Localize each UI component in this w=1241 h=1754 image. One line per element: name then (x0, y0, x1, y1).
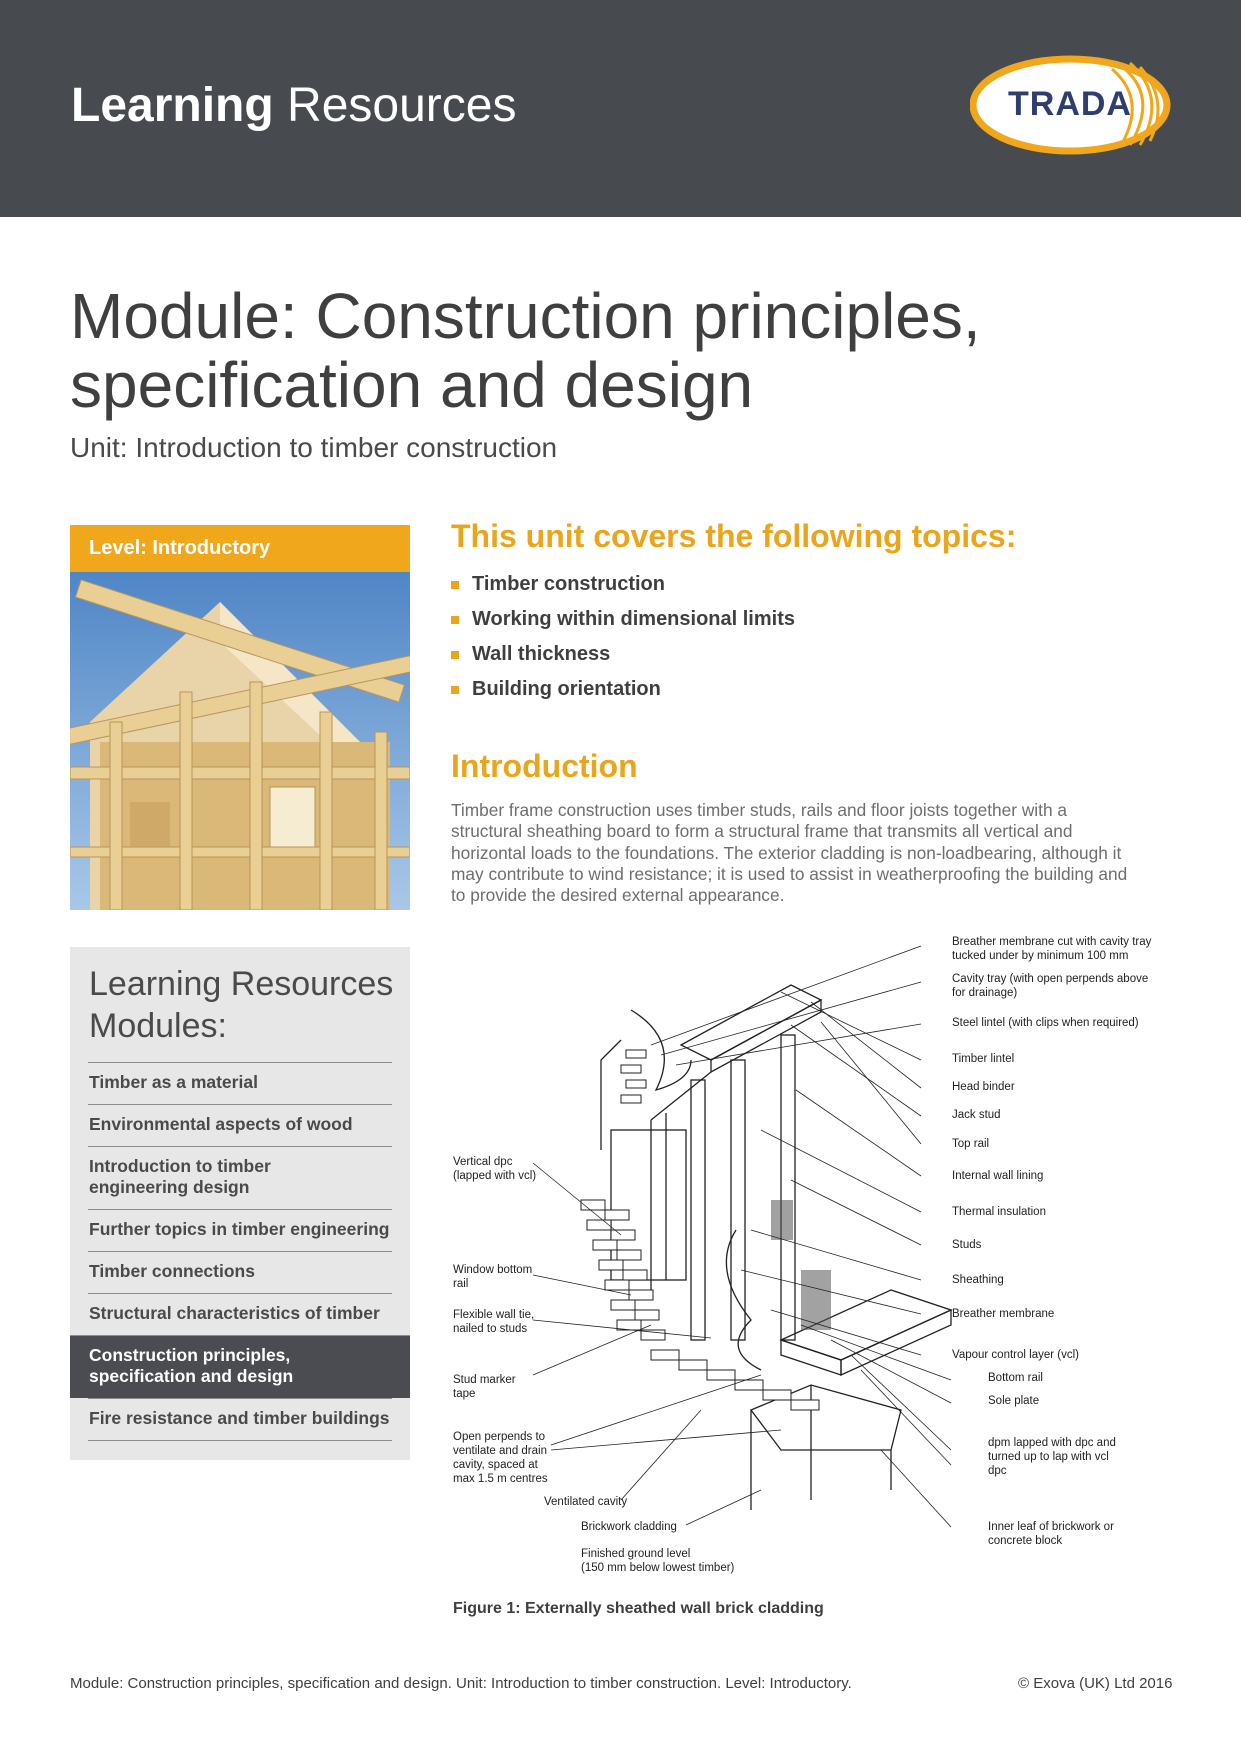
topic-label: Working within dimensional limits (472, 608, 795, 630)
label-internal-lining: Internal wall lining (952, 1170, 1044, 1182)
label-text: Open perpends to (453, 1431, 546, 1443)
module-label: Introduction to timber (89, 1156, 271, 1176)
label-vertical-dpc (453, 1155, 536, 1183)
label-text: nailed to studs (453, 1323, 528, 1335)
title-line-2: specification and design (70, 349, 754, 421)
label-dpm (988, 1436, 1116, 1478)
bullet-icon (451, 686, 459, 694)
brand-title (71, 78, 516, 133)
label-brickwork: Brickwork cladding (581, 1521, 677, 1533)
topic-label: Wall thickness (472, 643, 611, 665)
footer-citation: Module: Construction principles, specification and design. Unit: Introduction to timber construction. Level: Introductory. (70, 1675, 852, 1692)
label-sole-plate: Sole plate (988, 1395, 1040, 1407)
label-text: cavity, spaced at (453, 1459, 538, 1471)
label-ventilated-cavity: Ventilated cavity (544, 1496, 628, 1508)
unit-subtitle: Unit: Introduction to timber construction (70, 432, 558, 463)
level-badge (70, 525, 410, 572)
label-bottom-rail: Bottom rail (988, 1372, 1043, 1384)
modules-title-line-2: Modules: (89, 1007, 227, 1045)
brand-light: Resources (287, 79, 517, 132)
module-label: Construction principles, (89, 1345, 291, 1365)
footer-copyright: © Exova (UK) Ltd 2016 (1018, 1675, 1173, 1692)
label-window-rail (453, 1263, 532, 1291)
module-label: Further topics in timber engineering (89, 1219, 390, 1239)
label-text: dpc (988, 1465, 1007, 1477)
module-label-line-2: engineering design (89, 1177, 250, 1197)
modules-title (89, 963, 399, 1047)
label-text: (150 mm below lowest timber) (581, 1562, 735, 1574)
label-wall-tie (453, 1308, 534, 1336)
modules-panel (70, 947, 410, 1460)
module-label: Environmental aspects of wood (89, 1114, 353, 1134)
level-label: Level: Introductory (89, 537, 271, 559)
page-title (70, 282, 1070, 420)
label-studs: Studs (952, 1239, 982, 1251)
wall-section-figure (451, 930, 1171, 1580)
label-jack-stud: Jack stud (952, 1109, 1001, 1121)
intro-line: horizontal loads to the foundations. The exterior cladding is non-loadbearing, although it (451, 842, 1122, 863)
title-line-1: Module: Construction principles, (70, 280, 981, 352)
intro-line: Timber frame construction uses timber studs, rails and floor joists together with a (451, 800, 1067, 820)
modules-title-line-1: Learning Resources (89, 965, 394, 1003)
module-link-connections[interactable] (88, 1251, 392, 1293)
intro-line: may contribute to wind resistance; it is used to assist in weatherproofing the building and (451, 863, 1128, 884)
label-open-perpends (453, 1430, 548, 1486)
label-text: Stud marker (453, 1374, 516, 1386)
label-text: rail (453, 1278, 469, 1290)
module-label-line-2: specification and design (89, 1366, 294, 1386)
brand-bold: Learning (71, 79, 274, 132)
module-link-environmental[interactable] (88, 1104, 392, 1146)
topic-item (451, 573, 795, 608)
topic-label: Timber construction (472, 573, 665, 595)
label-timber-lintel: Timber lintel (952, 1053, 1015, 1065)
modules-list (70, 1062, 410, 1441)
introduction-heading: Introduction (451, 748, 638, 784)
label-text: Cavity tray (with open perpends above (952, 973, 1149, 985)
module-link-timber-material[interactable] (88, 1062, 392, 1104)
label-text: Flexible wall tie, (453, 1309, 535, 1321)
label-sheathing: Sheathing (952, 1274, 1004, 1286)
label-text: concrete block (988, 1535, 1063, 1547)
bullet-icon (451, 581, 459, 589)
logo-text: TRADA (1008, 85, 1132, 123)
label-head-binder: Head binder (952, 1081, 1015, 1093)
topic-label: Building orientation (472, 678, 661, 700)
topics-heading: This unit covers the following topics: (451, 518, 1017, 554)
module-link-fire[interactable] (88, 1398, 392, 1440)
label-stud-marker (453, 1373, 516, 1401)
module-label: Structural characteristics of timber (89, 1303, 380, 1323)
label-text: dpm lapped with dpc and (988, 1437, 1116, 1449)
label-top-rail: Top rail (952, 1138, 990, 1150)
label-text: Window bottom (453, 1264, 533, 1276)
topics-list (451, 573, 795, 713)
label-text: tape (453, 1388, 476, 1400)
module-label: Timber as a material (89, 1072, 258, 1092)
label-text: tucked under by minimum 100 mm (952, 950, 1129, 962)
introduction-paragraph (451, 800, 1171, 906)
bullet-icon (451, 651, 459, 659)
label-text: max 1.5 m centres (453, 1473, 548, 1485)
bullet-icon (451, 616, 459, 624)
label-breather-membrane: Breather membrane (952, 1308, 1055, 1320)
module-link-further-engineering[interactable] (88, 1209, 392, 1251)
label-text: Finished ground level (581, 1548, 691, 1560)
modules-divider (88, 1440, 392, 1441)
page-header (0, 0, 1241, 217)
label-text: turned up to lap with vcl (988, 1451, 1109, 1463)
label-cavity-tray (952, 972, 1148, 1000)
label-breather-tray (952, 935, 1151, 963)
label-text: (lapped with vcl) (453, 1170, 537, 1182)
label-text: Inner leaf of brickwork or (988, 1521, 1114, 1533)
label-inner-leaf (988, 1520, 1114, 1548)
module-label: Fire resistance and timber buildings (89, 1408, 390, 1428)
label-text: for drainage) (952, 987, 1018, 999)
topic-item (451, 643, 795, 678)
label-text: ventilate and drain (453, 1445, 547, 1457)
label-text: Breather membrane cut with cavity tray (952, 936, 1152, 948)
intro-line: structural sheathing board to form a structural frame that transmits all vertical and (451, 821, 1073, 842)
intro-line: to provide the desired external appearance. (451, 885, 785, 906)
topic-item (451, 608, 795, 643)
module-label: Timber connections (89, 1261, 255, 1281)
module-link-structural[interactable] (88, 1293, 392, 1335)
label-steel-lintel: Steel lintel (with clips when required) (952, 1017, 1139, 1029)
module-link-intro-engineering[interactable] (88, 1146, 392, 1209)
label-vcl: Vapour control layer (vcl) (952, 1349, 1079, 1361)
label-thermal-insulation: Thermal insulation (952, 1206, 1046, 1218)
label-text: Vertical dpc (453, 1156, 513, 1168)
module-link-construction-active[interactable] (70, 1335, 410, 1398)
topic-item (451, 678, 795, 713)
timber-frame-photo (70, 572, 410, 910)
label-ground-level (581, 1547, 734, 1575)
figure-caption: Figure 1: Externally sheathed wall brick cladding (453, 1600, 824, 1617)
